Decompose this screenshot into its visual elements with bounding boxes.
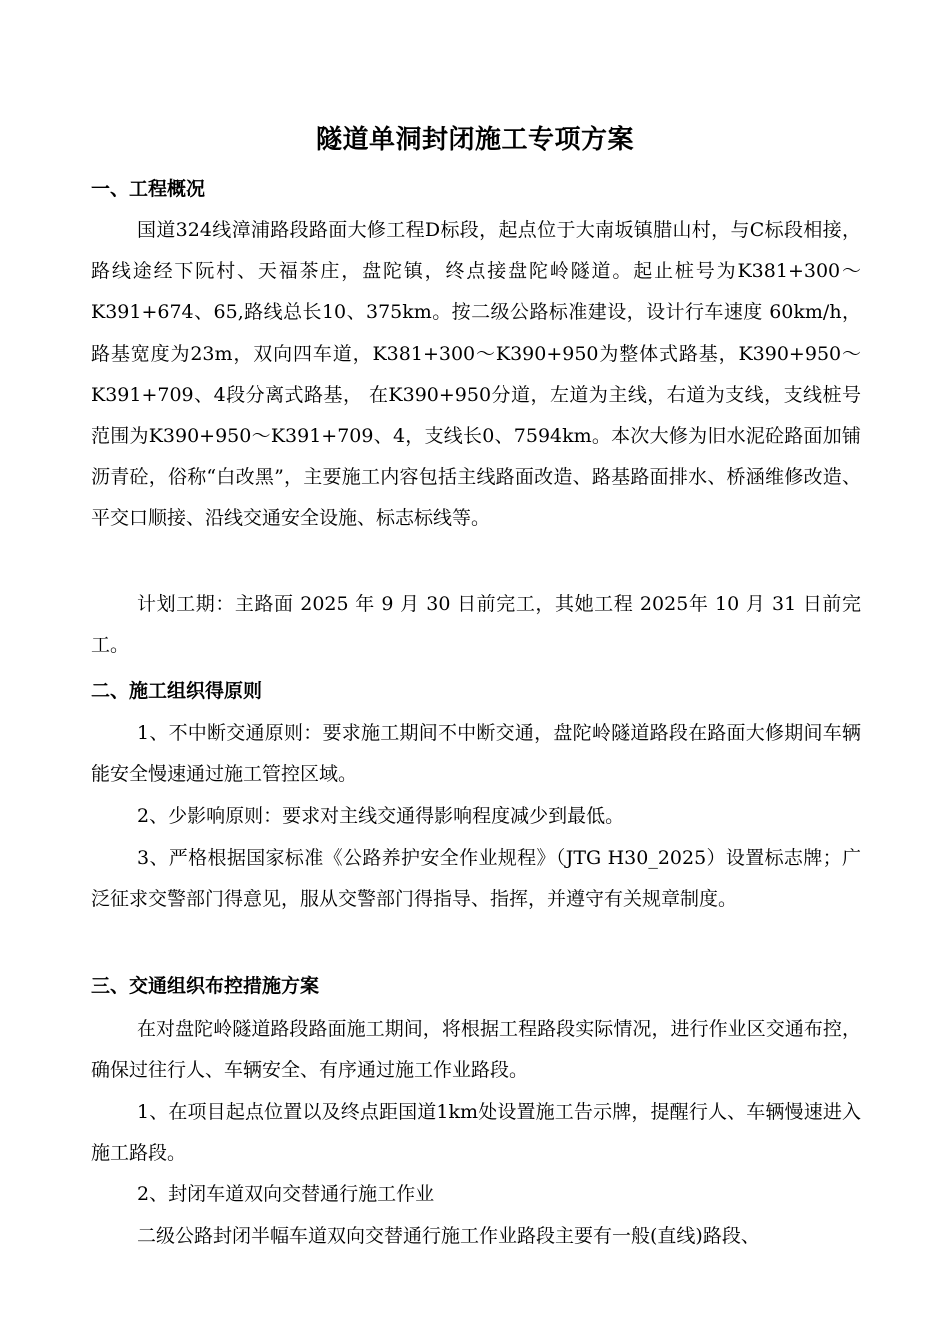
- section-heading-principles: 二、施工组织得原则: [91, 680, 263, 702]
- paragraph-principle-3: 3、严格根据国家标准《公路养护安全作业规程》（JTG H30_2025）设置标志牌；广泛征求交警部门得意见，服从交警部门得指导、指挥，并遵守有关规章制度。: [91, 847, 861, 911]
- document-title: 隧道单洞封闭施工专项方案: [315, 125, 634, 155]
- paragraph-traffic-measure-2: 2、封闭车道双向交替通行施工作业: [137, 1183, 435, 1205]
- paragraph-traffic-intro: 在对盘陀岭隧道路段路面施工期间，将根据工程路段实际情况，进行作业区交通布控，确保过往行人、车辆安全、有序通过施工作业路段。: [91, 1018, 861, 1082]
- paragraph-overview-description: 国道324线漳浦路段路面大修工程D标段，起点位于大南坂镇腊山村，与C标段相接，路线途经下阮村、天福茶庄，盘陀镇，终点接盘陀岭隧道。起止桩号为K381+300～K391+674、65,路线总长10、375km。按二级公路标准建设，设计行车速度 60km/h，路基宽度为23m，双向四车道，K381+300～K390+950为整体式路基，K390+950～K391+709、4段分离式路基， 在K390+950分道，左道为主线，右道为支线，支线桩号范围为K390+950～K391+709、4，支线长0、7594km。本次大修为旧水泥砼路面加铺沥青砼，俗称“白改黑”，主要施工内容包括主线路面改造、路基路面排水、桥涵维修改造、平交口顺接、沿线交通安全设施、标志标线等。: [91, 219, 861, 530]
- section-heading-traffic-control: 三、交通组织布控措施方案: [91, 975, 320, 997]
- paragraph-traffic-measure-2-detail: 二级公路封闭半幅车道双向交替通行施工作业路段主要有一般(直线)路段、: [137, 1225, 760, 1247]
- paragraph-traffic-measure-1: 1、在项目起点位置以及终点距国道1km处设置施工告示牌，提醒行人、车辆慢速进入施工路段。: [91, 1101, 861, 1165]
- paragraph-principle-2: 2、少影响原则：要求对主线交通得影响程度减少到最低。: [137, 805, 625, 827]
- section-heading-overview: 一、工程概况: [91, 178, 206, 200]
- paragraph-principle-1: 1、不中断交通原则：要求施工期间不中断交通，盘陀岭隧道路段在路面大修期间车辆能安全慢速通过施工管控区域。: [91, 722, 861, 786]
- paragraph-overview-schedule: 计划工期：主路面 2025 年 9 月 30 日前完工，其她工程 2025年 10 月 31 日前完工。: [91, 593, 861, 657]
